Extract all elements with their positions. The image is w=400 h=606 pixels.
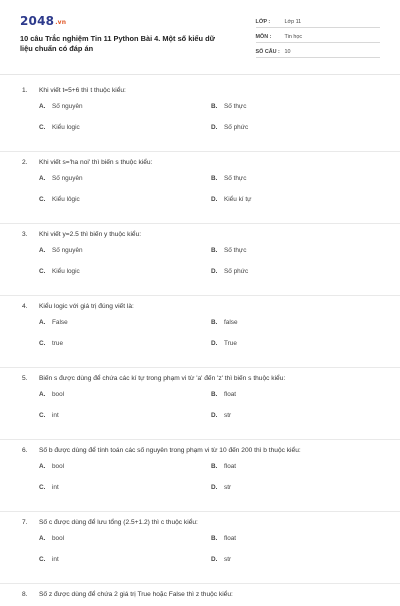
answer-option[interactable] [211,117,380,138]
answer-option[interactable] [39,117,211,138]
option-letter: B. [211,463,218,470]
question-item [0,80,400,152]
option-text: bool [52,391,65,398]
option-text: str [224,412,232,419]
option-letter: B. [211,175,218,182]
answer-option[interactable] [211,384,380,405]
question-number: 6. [22,446,28,454]
option-text: float [224,535,237,542]
option-text: Số nguyên [52,103,83,110]
option-letter: C. [39,340,46,347]
question-text: Kiểu logic với giá trị đúng viết là: [39,302,134,310]
answer-option[interactable] [39,261,211,282]
option-letter: C. [39,484,46,491]
option-letter: A. [39,463,46,470]
option-text: Số thực [224,103,247,110]
option-letter: A. [39,535,46,542]
option-text: bool [52,535,65,542]
question-number: 5. [22,374,28,382]
option-letter: D. [211,340,218,347]
option-text: false [224,319,238,326]
question-text: Khi viết t=5+6 thì t thuộc kiểu: [39,86,126,94]
question-item [0,512,400,584]
option-letter: B. [211,391,218,398]
option-letter: D. [211,268,218,275]
meta-row-subject [256,29,380,43]
question-number: 8. [22,590,28,598]
option-text: int [52,412,59,419]
question-item [0,224,400,296]
question-text: Khi viết s='ha noi' thì biến s thuộc kiểu: [39,158,153,166]
option-text: str [224,484,232,491]
meta-label: LỚP : [255,19,271,25]
meta-row-class [256,14,380,28]
answer-options [22,456,380,498]
question-line [22,444,380,456]
question-line [22,372,380,384]
option-text: Số nguyên [52,175,83,182]
question-line [22,156,380,168]
option-text: Kiểu kí tự [224,196,252,203]
option-letter: C. [39,412,46,419]
answer-option[interactable] [39,168,211,189]
question-list [0,80,400,606]
answer-option[interactable] [211,333,380,354]
option-text: bool [52,463,65,470]
option-text: Số nguyên [52,247,83,254]
option-text: Kiểu logic [52,124,80,131]
question-text: Số z được dùng để chứa 2 giá trị True hoặc False thì z thuộc kiểu: [39,590,233,598]
site-logo[interactable] [20,14,226,28]
meta-value: 10 [284,49,291,55]
option-text: float [224,463,237,470]
option-text: float [224,391,237,398]
question-item [0,152,400,224]
document-header [0,0,400,66]
answer-option[interactable] [211,456,380,477]
question-line [22,84,380,96]
question-line [22,300,380,312]
option-letter: D. [211,484,218,491]
option-letter: A. [39,175,46,182]
question-item [0,296,400,368]
question-item [0,440,400,512]
question-text: Biến s được dùng để chứa các kí tự trong phạm vi từ 'a' đến 'z' thì biến s thuộc kiểu: [39,374,286,382]
answer-option[interactable] [211,312,380,333]
meta-row-count [256,44,380,58]
option-letter: C. [39,124,46,131]
answer-option[interactable] [39,477,211,498]
answer-option[interactable] [211,189,380,210]
option-letter: B. [211,535,218,542]
option-text: False [52,319,68,326]
answer-options [22,312,380,354]
question-text: Khi viết y=2.5 thì biến y thuộc kiểu: [39,230,142,238]
option-letter: D. [211,124,218,131]
option-letter: C. [39,556,46,563]
option-text: True [224,340,237,347]
answer-option[interactable] [211,549,380,570]
question-text: Số c được dùng để lưu tổng (2.5+1.2) thì c thuộc kiểu: [39,518,198,526]
option-letter: B. [211,247,218,254]
header-left [20,14,226,66]
answer-option[interactable] [39,240,211,261]
question-text: Số b được dùng để tính toán các số nguyên trong phạm vi từ 10 đến 200 thì b thuộc kiểu: [39,446,301,454]
answer-option[interactable] [39,528,211,549]
answer-options [22,168,380,210]
option-text: Số phức [224,268,249,275]
meta-value: Tin học [284,34,303,40]
meta-value: Lớp 11 [284,19,302,25]
question-number: 1. [22,86,28,94]
header-divider [0,74,400,75]
document-title: 10 câu Trắc nghiệm Tin 11 Python Bài 4. Một số kiểu dữ liệu chuẩn có đáp án [20,34,215,53]
option-letter: C. [39,196,46,203]
option-text: true [52,340,64,347]
logo-text: 2048 [20,14,55,28]
option-text: Số thực [224,247,247,254]
option-letter: D. [211,196,218,203]
answer-option[interactable] [39,384,211,405]
option-letter: A. [39,247,46,254]
question-line [22,228,380,240]
answer-option[interactable] [211,528,380,549]
option-text: Số thực [224,175,247,182]
answer-option[interactable] [211,405,380,426]
answer-options [22,384,380,426]
answer-option[interactable] [39,333,211,354]
answer-option[interactable] [39,96,211,117]
question-number: 2. [22,158,28,166]
option-letter: B. [211,319,218,326]
question-number: 7. [22,518,28,526]
answer-option[interactable] [39,405,211,426]
answer-option[interactable] [211,477,380,498]
option-letter: D. [211,556,218,563]
answer-option[interactable] [39,456,211,477]
option-letter: A. [39,103,46,110]
answer-option[interactable] [211,261,380,282]
answer-options [22,96,380,138]
answer-options [22,240,380,282]
option-text: Số phức [224,124,249,131]
question-line [22,588,380,600]
option-text: int [52,556,59,563]
answer-option[interactable] [39,549,211,570]
option-letter: D. [211,412,218,419]
question-number: 4. [22,302,28,310]
option-text: int [52,484,59,491]
answer-options [22,528,380,570]
question-number: 3. [22,230,28,238]
meta-label: SỐ CÂU : [255,49,280,55]
option-letter: A. [39,391,46,398]
answer-option[interactable] [211,240,380,261]
answer-option[interactable] [39,312,211,333]
question-item [0,584,400,606]
question-line [22,516,380,528]
logo-suffix: .vn [55,19,67,26]
option-letter: C. [39,268,46,275]
meta-info [256,14,380,66]
question-item [0,368,400,440]
option-text: str [224,556,232,563]
meta-label: MÔN : [255,34,272,40]
option-letter: A. [39,319,46,326]
option-text: Kiểu logic [52,268,80,275]
answer-option[interactable] [39,189,211,210]
answer-option[interactable] [211,168,380,189]
answer-option[interactable] [211,96,380,117]
option-letter: B. [211,103,218,110]
option-text: Kiểu lôgic [52,196,80,203]
